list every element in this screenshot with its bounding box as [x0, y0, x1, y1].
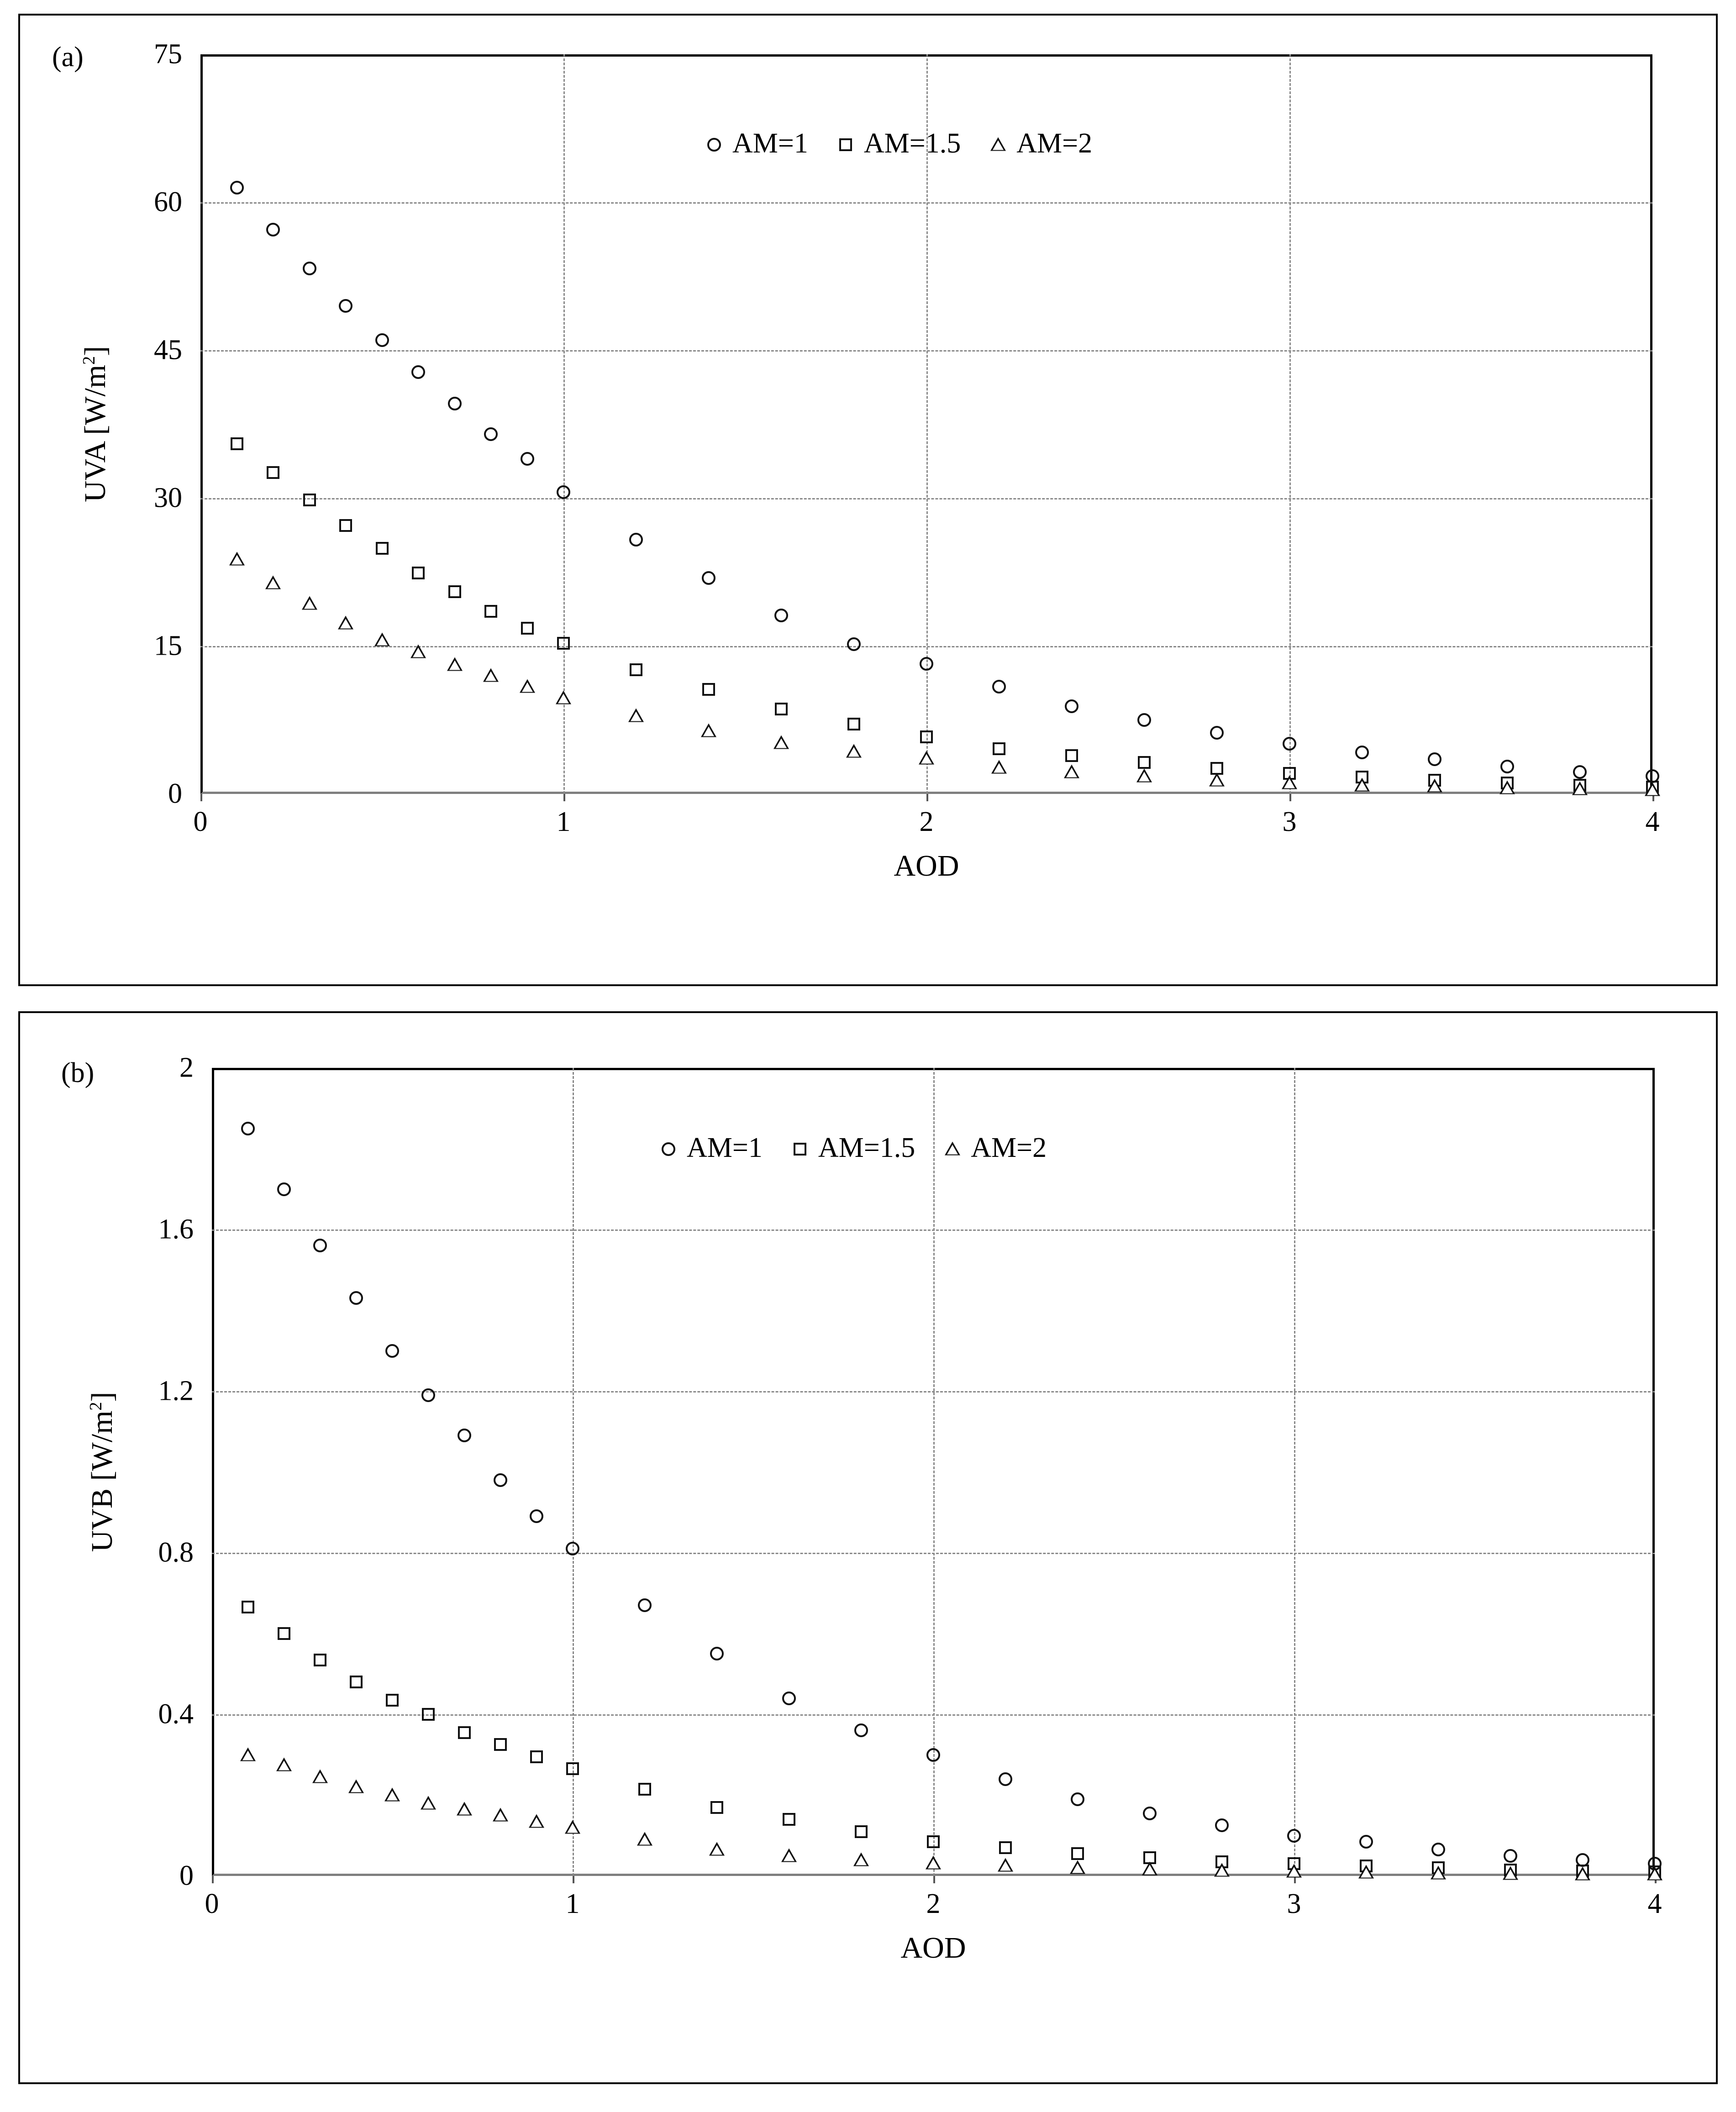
- data-point-AM=1: [702, 571, 715, 585]
- data-point-AM=2: [1431, 1865, 1446, 1879]
- data-point-AM=1: [1500, 760, 1514, 773]
- plot-frame: [200, 54, 1652, 794]
- chart-panel-a: [18, 14, 1718, 986]
- x-tick-label: 3: [1287, 1888, 1301, 1919]
- data-point-AM=1.5: [339, 519, 352, 532]
- data-point-AM=1: [1359, 1835, 1373, 1849]
- x-tick-label: 0: [205, 1888, 219, 1919]
- data-point-AM=1: [566, 1542, 579, 1555]
- legend-label: AM=1: [687, 1132, 763, 1163]
- data-point-AM=2: [520, 679, 535, 693]
- data-point-AM=1.5: [484, 605, 497, 618]
- y-tick-label: 1.6: [158, 1214, 194, 1245]
- data-point-AM=2: [919, 751, 934, 765]
- data-point-AM=1.5: [458, 1726, 471, 1739]
- data-point-AM=2: [265, 575, 281, 589]
- data-point-AM=1: [230, 181, 244, 194]
- data-point-AM=2: [991, 760, 1007, 773]
- data-point-AM=1: [710, 1647, 724, 1660]
- data-point-AM=2: [483, 668, 499, 682]
- data-point-AM=2: [1572, 782, 1588, 795]
- data-point-AM=1.5: [231, 437, 243, 450]
- data-point-AM=1.5: [494, 1738, 507, 1751]
- data-point-AM=2: [1645, 783, 1660, 796]
- data-point-AM=2: [229, 552, 245, 565]
- data-point-AM=2: [338, 616, 353, 630]
- legend-item-AM=2: [989, 127, 1092, 160]
- x-tick-label: 1: [556, 806, 571, 837]
- data-point-AM=1.5: [303, 494, 316, 506]
- data-point-AM=1: [521, 452, 534, 466]
- data-point-AM=1: [1573, 765, 1587, 779]
- legend-label: AM=2: [971, 1132, 1047, 1163]
- data-point-AM=2: [701, 723, 716, 737]
- data-point-AM=2: [846, 744, 862, 758]
- data-point-AM=1: [494, 1473, 507, 1487]
- data-point-AM=1.5: [314, 1654, 326, 1666]
- circle-marker-icon: [705, 135, 723, 153]
- data-point-AM=1.5: [422, 1708, 435, 1721]
- circle-marker-icon: [662, 1142, 675, 1156]
- data-point-AM=1.5: [783, 1813, 795, 1826]
- data-point-AM=1.5: [386, 1694, 399, 1707]
- data-point-AM=1.5: [710, 1801, 723, 1814]
- legend-item-AM=1: [705, 127, 808, 160]
- data-point-AM=1: [266, 223, 280, 236]
- y-tick-label: 0.8: [158, 1537, 194, 1568]
- circle-marker-icon: [659, 1139, 678, 1157]
- data-point-AM=2: [529, 1814, 544, 1828]
- data-point-AM=2: [302, 596, 317, 610]
- panel-label-a: (a): [52, 42, 84, 73]
- x-tick-mark: [926, 794, 928, 801]
- data-point-AM=1.5: [638, 1783, 651, 1796]
- x-tick-mark: [573, 1876, 574, 1883]
- data-point-AM=1: [638, 1598, 652, 1612]
- data-point-AM=1: [339, 299, 352, 313]
- chart-legend: [659, 1132, 1047, 1164]
- x-axis-title: AOD: [894, 849, 959, 883]
- data-point-AM=1.5: [242, 1601, 254, 1613]
- data-point-AM=1: [992, 680, 1006, 693]
- y-tick-label: 1.2: [158, 1375, 194, 1407]
- x-tick-label: 2: [926, 1888, 941, 1919]
- legend-item-AM=1: [659, 1132, 763, 1164]
- data-point-AM=1: [313, 1239, 327, 1252]
- x-tick-mark: [200, 794, 202, 801]
- data-point-AM=2: [628, 709, 644, 722]
- data-point-AM=1: [1287, 1829, 1301, 1843]
- data-point-AM=2: [384, 1788, 400, 1802]
- data-point-AM=1.5: [530, 1750, 543, 1763]
- data-point-AM=2: [1136, 769, 1152, 783]
- y-tick-label: 15: [154, 630, 182, 662]
- data-point-AM=1.5: [993, 742, 1005, 755]
- data-point-AM=1: [854, 1723, 868, 1737]
- x-tick-mark: [212, 1876, 214, 1883]
- data-point-AM=1.5: [448, 585, 461, 598]
- square-marker-icon: [836, 135, 855, 153]
- data-point-AM=2: [637, 1832, 652, 1846]
- data-point-AM=2: [998, 1858, 1013, 1871]
- data-point-AM=1: [277, 1182, 291, 1196]
- data-point-AM=1: [1355, 746, 1369, 759]
- legend-label: AM=1: [732, 128, 808, 159]
- data-point-AM=1: [1504, 1849, 1517, 1863]
- legend-item-AM=1.5: [791, 1132, 915, 1164]
- data-point-AM=1: [629, 533, 643, 546]
- data-point-AM=2: [1214, 1863, 1230, 1876]
- data-point-AM=1: [1210, 726, 1224, 740]
- y-tick-label: 2: [179, 1052, 194, 1083]
- data-point-AM=1: [421, 1388, 435, 1402]
- y-tick-label: 75: [154, 38, 182, 70]
- data-point-AM=2: [1354, 778, 1370, 791]
- data-point-AM=1.5: [847, 718, 860, 730]
- data-point-AM=2: [1282, 776, 1297, 789]
- data-point-AM=2: [565, 1820, 580, 1834]
- data-point-AM=1.5: [267, 466, 279, 479]
- circle-marker-icon: [707, 138, 721, 152]
- data-point-AM=1: [1283, 737, 1296, 751]
- y-tick-label: 0.4: [158, 1698, 194, 1730]
- y-axis-title-text: UVB $[W/m^2]$: [85, 1392, 119, 1552]
- data-point-AM=1.5: [999, 1841, 1012, 1854]
- y-tick-label: 45: [154, 334, 182, 366]
- data-point-AM=1: [1137, 713, 1151, 727]
- data-point-AM=1.5: [521, 622, 534, 635]
- data-point-AM=2: [312, 1770, 328, 1783]
- data-point-AM=2: [1427, 778, 1442, 792]
- data-point-AM=2: [1286, 1864, 1302, 1878]
- data-point-AM=1: [375, 333, 389, 347]
- data-point-AM=1.5: [376, 542, 389, 555]
- data-point-AM=1: [1143, 1807, 1157, 1820]
- legend-item-AM=2: [943, 1132, 1047, 1164]
- legend-label: AM=1.5: [818, 1132, 915, 1163]
- data-point-AM=1: [1428, 752, 1441, 766]
- x-tick-label: 2: [919, 806, 934, 837]
- y-axis-title-text: UVA $[W/m^2]$: [79, 346, 112, 503]
- y-tick-label: 0: [179, 1860, 194, 1891]
- panel-label-b: (b): [61, 1057, 95, 1088]
- x-tick-label: 4: [1645, 806, 1660, 837]
- data-point-AM=2: [926, 1855, 941, 1869]
- data-point-AM=1: [847, 637, 861, 651]
- data-point-AM=2: [240, 1747, 256, 1761]
- x-tick-label: 0: [193, 806, 208, 837]
- data-point-AM=1.5: [1065, 749, 1078, 762]
- y-tick-label: 0: [168, 778, 182, 809]
- data-point-AM=2: [421, 1796, 436, 1809]
- data-point-AM=2: [410, 644, 426, 658]
- data-point-AM=2: [1499, 781, 1515, 794]
- data-point-AM=1.5: [855, 1825, 868, 1838]
- data-point-AM=1: [411, 365, 425, 379]
- data-point-AM=1: [458, 1429, 471, 1442]
- data-point-AM=1: [349, 1291, 363, 1305]
- data-point-AM=1.5: [920, 730, 933, 743]
- data-point-AM=2: [1647, 1867, 1662, 1881]
- data-point-AM=1: [303, 262, 316, 275]
- data-point-AM=2: [447, 657, 463, 671]
- data-point-AM=2: [1070, 1860, 1085, 1874]
- data-point-AM=1: [1431, 1843, 1445, 1856]
- legend-label: AM=2: [1016, 128, 1093, 159]
- y-tick-label: 30: [154, 482, 182, 514]
- x-tick-label: 3: [1282, 806, 1297, 837]
- y-tick-label: 60: [154, 186, 182, 218]
- data-point-AM=1: [920, 657, 933, 671]
- data-point-AM=1: [484, 427, 498, 441]
- square-marker-icon: [794, 1143, 806, 1156]
- data-point-AM=2: [773, 735, 789, 749]
- data-point-AM=2: [1358, 1865, 1374, 1879]
- data-point-AM=2: [493, 1808, 508, 1822]
- data-point-AM=2: [709, 1842, 725, 1856]
- data-point-AM=1: [782, 1692, 796, 1705]
- data-point-AM=1: [385, 1344, 399, 1358]
- plot-area-a: [20, 16, 1716, 984]
- data-point-AM=2: [1064, 765, 1079, 778]
- data-point-AM=1.5: [566, 1762, 579, 1775]
- square-marker-icon: [791, 1139, 809, 1157]
- triangle-marker-icon: [990, 137, 1006, 151]
- data-point-AM=1: [557, 485, 570, 499]
- triangle-marker-icon: [989, 135, 1007, 153]
- data-point-AM=2: [781, 1848, 797, 1862]
- data-point-AM=2: [1209, 772, 1225, 786]
- data-point-AM=1.5: [412, 567, 425, 579]
- triangle-marker-icon: [945, 1141, 960, 1155]
- plot-area-b: [20, 1013, 1716, 2082]
- data-point-AM=1.5: [557, 637, 570, 650]
- chart-legend: [705, 127, 1092, 160]
- data-point-AM=1.5: [702, 683, 715, 696]
- x-tick-mark: [933, 1876, 935, 1883]
- chart-panel-b: [18, 1011, 1718, 2084]
- data-point-AM=1: [926, 1748, 940, 1762]
- data-point-AM=2: [276, 1757, 292, 1771]
- data-point-AM=1: [530, 1509, 543, 1523]
- x-axis-title: AOD: [900, 1931, 966, 1965]
- x-tick-mark: [1289, 794, 1291, 801]
- legend-item-AM=1.5: [836, 127, 961, 160]
- data-point-AM=1.5: [1138, 756, 1151, 769]
- legend-label: AM=1.5: [863, 128, 961, 159]
- x-tick-label: 1: [565, 1888, 580, 1919]
- data-point-AM=2: [374, 633, 390, 646]
- y-axis-title: [78, 346, 113, 502]
- y-axis-title: [85, 1392, 120, 1552]
- data-point-AM=1.5: [630, 663, 642, 676]
- data-point-AM=1: [774, 609, 788, 622]
- data-point-AM=2: [348, 1780, 364, 1793]
- data-point-AM=1.5: [278, 1627, 290, 1640]
- data-point-AM=2: [853, 1852, 869, 1866]
- data-point-AM=2: [556, 691, 571, 704]
- data-point-AM=2: [457, 1802, 472, 1815]
- data-point-AM=2: [1575, 1866, 1590, 1880]
- data-point-AM=1: [1065, 699, 1078, 713]
- data-point-AM=2: [1142, 1861, 1157, 1875]
- data-point-AM=1: [1071, 1792, 1084, 1806]
- triangle-marker-icon: [943, 1139, 962, 1157]
- data-point-AM=1: [1215, 1818, 1229, 1832]
- x-tick-label: 4: [1647, 1888, 1662, 1919]
- x-tick-mark: [563, 794, 565, 801]
- data-point-AM=1: [448, 397, 462, 410]
- data-point-AM=1: [241, 1122, 255, 1135]
- data-point-AM=1.5: [350, 1676, 363, 1688]
- data-point-AM=1.5: [1071, 1847, 1084, 1860]
- data-point-AM=1.5: [927, 1835, 940, 1848]
- data-point-AM=1: [999, 1772, 1012, 1786]
- data-point-AM=2: [1503, 1866, 1518, 1880]
- data-point-AM=1.5: [775, 703, 788, 715]
- square-marker-icon: [839, 138, 852, 151]
